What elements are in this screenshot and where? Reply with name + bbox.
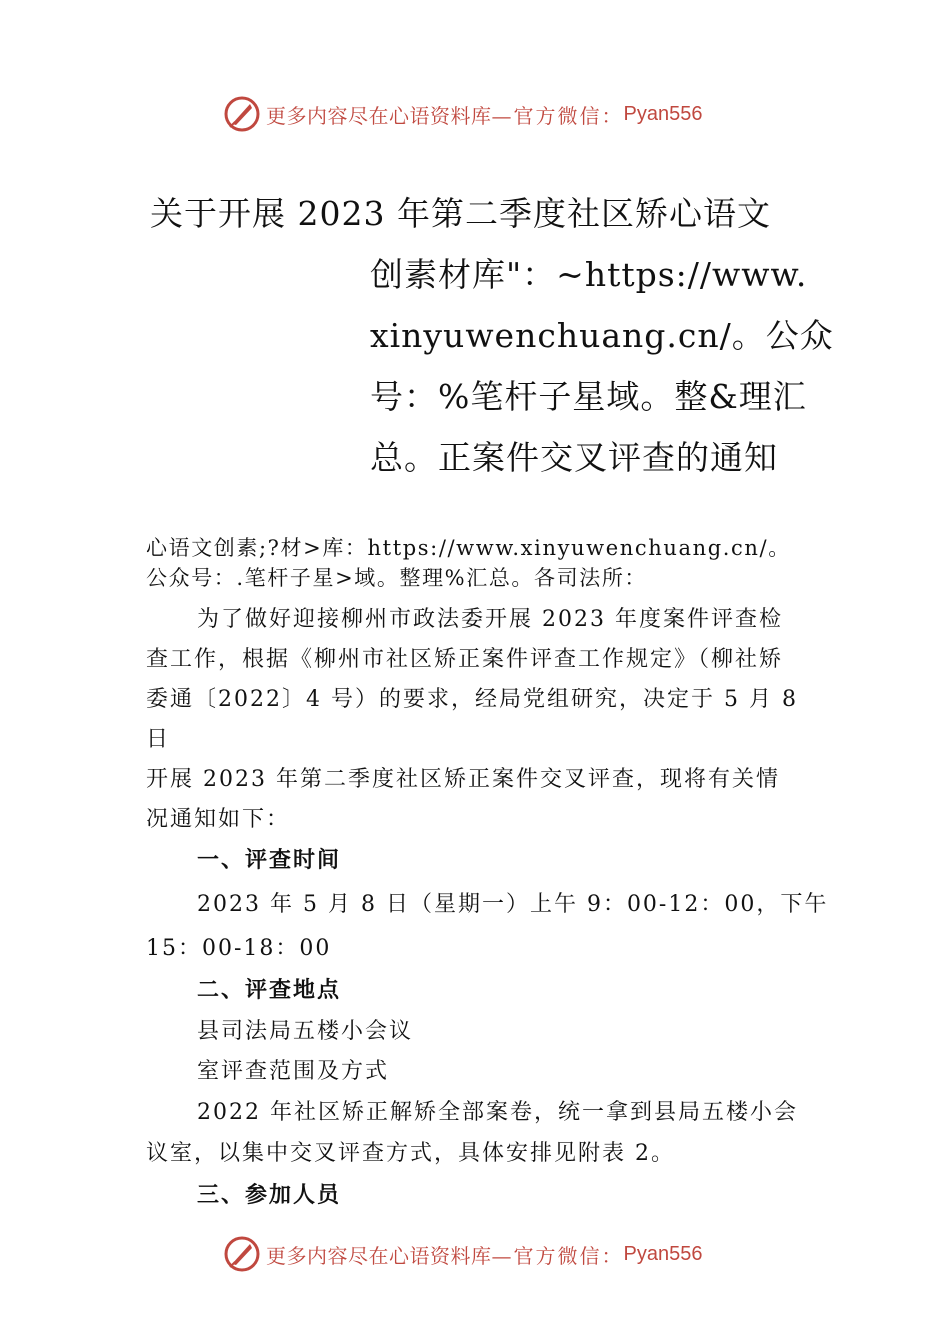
section2-heading: 二、评查地点: [197, 978, 342, 1003]
intro-line-1: 心语文创素;?材>库：https://www.xinyuwenchuang.cn/。: [146, 536, 791, 560]
title-line-2: 创素材库"：~https://www.: [370, 255, 808, 294]
title-line-1: 关于开展 2023 年第二季度社区矫心语文: [150, 194, 771, 233]
title-line-5: 总。正案件交叉评查的通知: [370, 438, 778, 477]
title-line-4: 号：%笔杆子星域。整&理汇: [370, 377, 807, 416]
banner-text: 更多内容尽在心语资料库: [266, 1243, 492, 1268]
banner-wechat-label: —官方微信：: [491, 1243, 624, 1268]
para1-line-5: 开展 2023 年第二季度社区矫正案件交叉评查，现将有关情: [146, 767, 780, 792]
section2-line-1: 县司法局五楼小会议: [197, 1019, 414, 1044]
banner-wechat-id: Pyan556: [623, 102, 703, 125]
section1-heading: 一、评查时间: [197, 848, 342, 873]
quill-logo-icon: [222, 1234, 262, 1274]
intro-line-2: 公众号：.笔杆子星>域。整理%汇总。各司法所：: [146, 566, 648, 590]
title-line-3: xinyuwenchuang.cn/。公众: [370, 316, 834, 355]
section1-line-2: 15：00-18：00: [146, 936, 332, 961]
section3-heading: 三、参加人员: [197, 1183, 342, 1208]
section1-line-1: 2023 年 5 月 8 日（星期一）上午 9：00-12：00，下午: [197, 892, 829, 917]
banner-text: 更多内容尽在心语资料库: [266, 103, 492, 128]
banner-wechat-label: —官方微信：: [491, 103, 624, 128]
para1-line-1: 为了做好迎接柳州市政法委开展 2023 年度案件评查检: [197, 607, 783, 632]
banner-wechat-id: Pyan556: [623, 1242, 703, 1265]
para1-line-6: 况通知如下：: [146, 807, 291, 832]
para1-line-4: 日: [146, 727, 171, 752]
para1-line-3: 委通〔2022〕4 号）的要求，经局党组研究，决定于 5 月 8: [146, 687, 798, 712]
footer-banner: [222, 1234, 702, 1274]
section2-line-3: 2022 年社区矫正解矫全部案卷，统一拿到县局五楼小会: [197, 1100, 798, 1125]
section2-line-2: 室评查范围及方式: [197, 1059, 390, 1084]
quill-logo-icon: [222, 94, 262, 134]
section2-line-4: 议室，以集中交叉评查方式，具体安排见附表 2。: [146, 1141, 675, 1166]
para1-line-2: 查工作，根据《柳州市社区矫正案件评查工作规定》（柳社矫: [146, 647, 784, 672]
header-banner: [222, 94, 702, 134]
